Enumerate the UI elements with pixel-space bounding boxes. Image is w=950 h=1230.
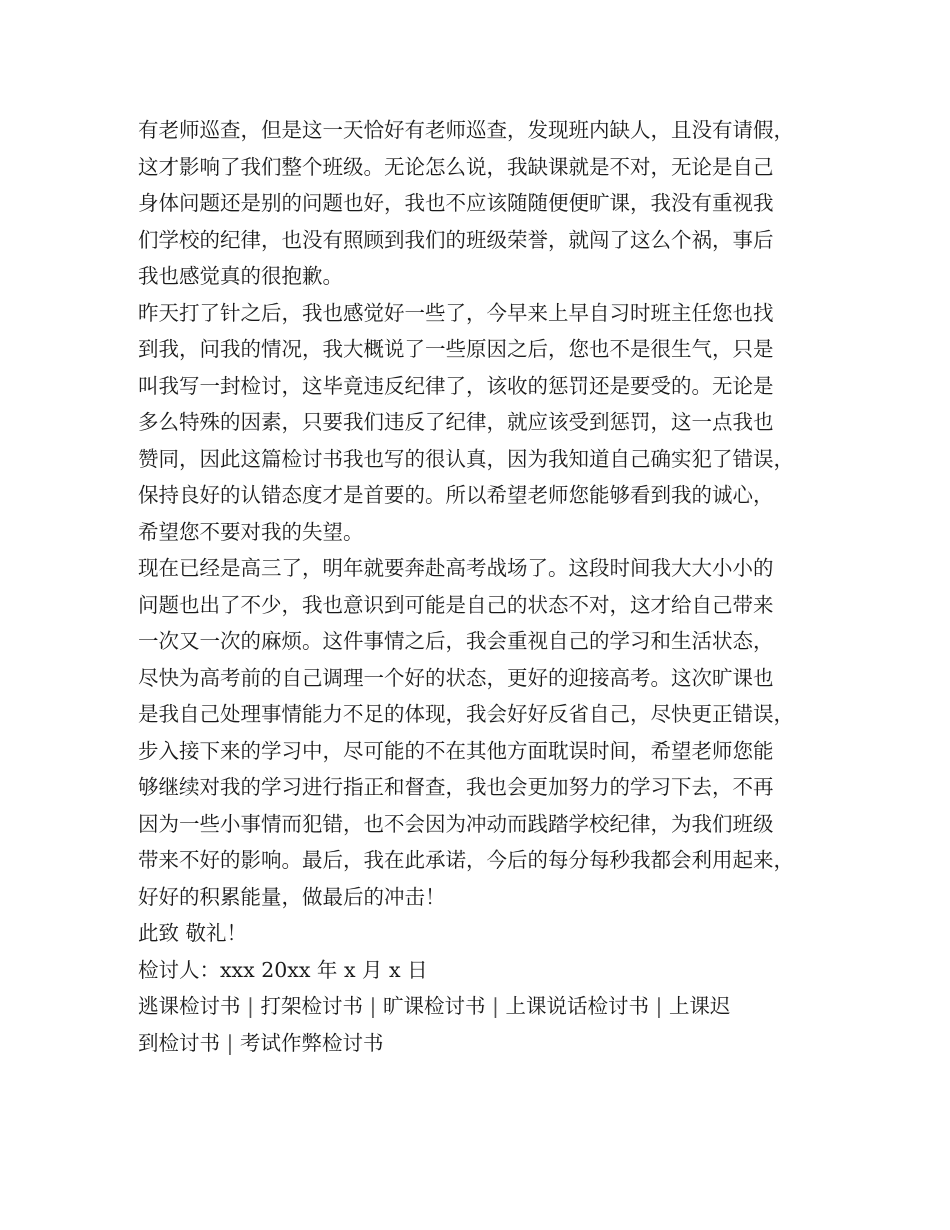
paragraph-line: 够继续对我的学习进行指正和督查，我也会更加努力的学习下去，不再 <box>138 775 774 799</box>
link-late-for-class-cont[interactable]: 到检讨书 <box>138 1030 220 1055</box>
paragraph-line: 现在已经是高三了，明年就要奔赴高考战场了。这段时间我大大小小的 <box>138 556 774 580</box>
paragraph-line: 们学校的纪律，也没有照顾到我们的班级荣誉，就闯了这么个祸，事后 <box>138 227 774 252</box>
related-links-row <box>138 1025 828 1062</box>
paragraph-line: 问题也出了不少，我也意识到可能是自己的状态不对，这才给自己带来 <box>138 592 774 617</box>
closing-line: 此致 敬礼！ <box>138 921 248 945</box>
paragraph-line: 因为一些小事情而犯错，也不会因为冲动而践踏学校纪律，为我们班级 <box>138 811 774 836</box>
paragraph-line: 昨天打了针之后，我也感觉好一些了，今早来上早自习时班主任您也找 <box>138 300 774 325</box>
link-separator: | <box>655 994 663 1018</box>
paragraph-line: 一次又一次的麻烦。这件事情之后，我会重视自己的学习和生活状态， <box>138 629 774 653</box>
paragraph-line: 尽快为高考前的自己调理一个好的状态，更好的迎接高考。这次旷课也 <box>138 665 774 690</box>
related-links-row <box>138 988 828 1025</box>
paragraph-line: 是我自己处理事情能力不足的体现，我会好好反省自己，尽快更正错误， <box>138 702 794 726</box>
signature-line: 检讨人：xxx 20xx 年 x 月 x 日 <box>138 957 428 982</box>
paragraph-line: 这才影响了我们整个班级。无论怎么说，我缺课就是不对，无论是自己 <box>138 154 774 179</box>
link-fighting[interactable]: 打架检讨书 <box>260 994 363 1018</box>
paragraph-line: 有老师巡查，但是这一天恰好有老师巡查，发现班内缺人，且没有请假， <box>138 118 794 142</box>
link-separator: | <box>369 994 377 1018</box>
link-separator: | <box>226 1030 234 1055</box>
link-exam-cheating[interactable]: 考试作弊检讨书 <box>239 1030 384 1055</box>
link-separator: | <box>247 994 254 1018</box>
paragraph-line: 到我，问我的情况，我大概说了一些原因之后，您也不是很生气，只是 <box>138 337 774 361</box>
paragraph-line: 希望您不要对我的失望。 <box>138 519 364 544</box>
paragraph-line: 步入接下来的学习中，尽可能的不在其他方面耽误时间，希望老师您能 <box>138 738 774 763</box>
paragraph-line: 赞同，因此这篇检讨书我也写的很认真，因为我知道自己确实犯了错误， <box>138 446 794 471</box>
link-separator: | <box>492 994 499 1018</box>
paragraph-line: 带来不好的影响。最后，我在此承诺，今后的每分每秒我都会利用起来， <box>138 848 794 872</box>
link-truancy[interactable]: 旷课检讨书 <box>382 994 486 1018</box>
paragraph-line: 我也感觉真的很抱歉。 <box>138 264 343 288</box>
paragraph-line: 多么特殊的因素，只要我们违反了纪律，就应该受到惩罚，这一点我也 <box>138 410 774 434</box>
link-late-for-class[interactable]: 上课迟 <box>668 994 731 1018</box>
paragraph-line: 好好的积累能量，做最后的冲击！ <box>138 884 446 909</box>
link-escape-class[interactable]: 逃课检讨书 <box>138 994 241 1018</box>
paragraph-line: 身体问题还是别的问题也好，我也不应该随随便便旷课，我没有重视我 <box>138 191 774 215</box>
paragraph-line: 保持良好的认错态度才是首要的。所以希望老师您能够看到我的诚心， <box>138 483 774 507</box>
link-talking-in-class[interactable]: 上课说话检讨书 <box>505 994 649 1018</box>
paragraph-line: 叫我写一封检讨，这毕竟违反纪律了，该收的惩罚还是要受的。无论是 <box>138 373 774 398</box>
document-page <box>138 112 828 1061</box>
